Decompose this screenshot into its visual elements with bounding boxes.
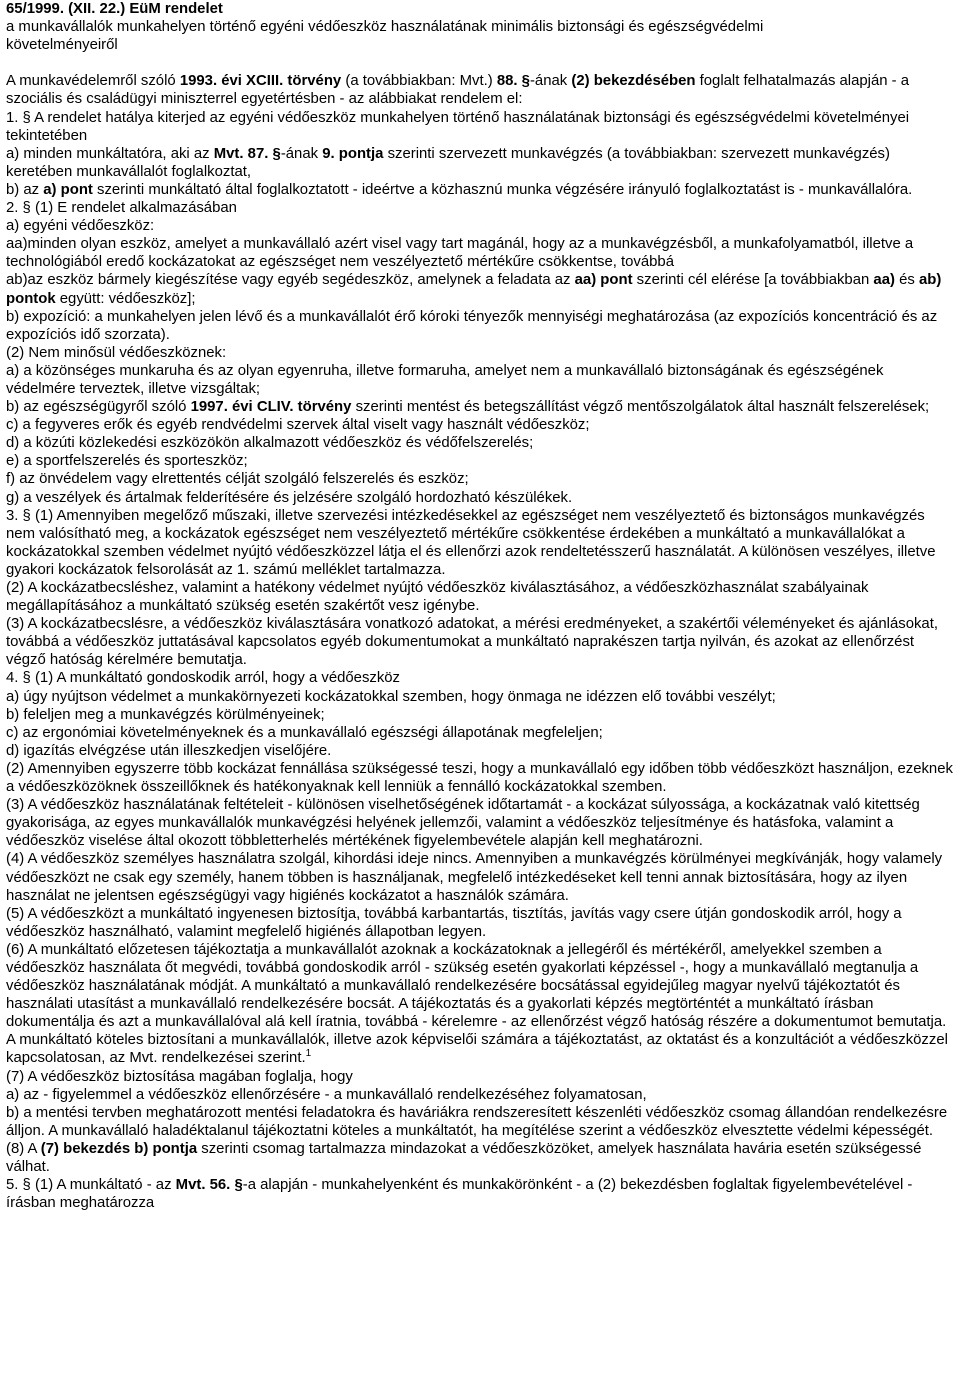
paragraph bbox=[6, 109, 954, 145]
text-run: foglalt felhatalmazás alapján - a szociális és családügyi miniszterrel egyetértésben - az alábbiakat rendelem el: bbox=[6, 73, 910, 108]
text-run: ab)az eszköz bármely kiegészítése vagy egyéb segédeszköz, amelynek a feladata az bbox=[6, 272, 575, 289]
bold-reference: 1993. évi XCIII. törvény bbox=[179, 73, 342, 90]
paragraph bbox=[6, 416, 954, 434]
text-run: aa)minden olyan eszköz, amelyet a munkavállaló azért visel vagy tart magánál, hogy az a munkavégzésből, a munkafolyamatból, illetve a technológiából eredő kockázatokat az egészséget nem veszélyeztető mértékűre csökkentse, továbbá bbox=[6, 236, 914, 271]
paragraph bbox=[6, 905, 954, 941]
text-run: b) expozíció: a munkahelyen jelen lévő és a munkavállalót érő kóroki tényezők mennyiségi meghatározása (az expozíciós koncentráció és az expozíciós idő szorzata). bbox=[6, 308, 938, 343]
text-run: 5. § (1) A munkáltató - az bbox=[6, 1177, 176, 1194]
paragraph bbox=[6, 181, 954, 199]
paragraph bbox=[6, 706, 954, 724]
paragraph bbox=[6, 579, 954, 615]
text-run: b) az bbox=[6, 181, 44, 198]
bold-reference: 1997. évi CLIV. törvény bbox=[190, 399, 352, 416]
paragraph bbox=[6, 344, 954, 362]
paragraph bbox=[6, 145, 954, 181]
text-run: (a továbbiakban: Mvt.) bbox=[341, 73, 497, 90]
paragraph bbox=[6, 1086, 954, 1104]
footnote-ref: 1 bbox=[305, 1048, 312, 1060]
paragraph bbox=[6, 850, 954, 904]
paragraph bbox=[6, 1140, 954, 1176]
paragraph bbox=[6, 235, 954, 271]
text-run: (2) Nem minősül védőeszköznek: bbox=[6, 344, 227, 361]
paragraph bbox=[6, 724, 954, 742]
text-run: (2) Amennyiben egyszerre több kockázat fennállása szükségessé teszi, hogy a munkavállaló egy időben több védőeszközt használjon, ezeknek a védőeszközöknek összeillőknek és hatékonyaknak kell lenniük a fennálló kockázatokkal szemben. bbox=[6, 760, 953, 796]
text-run: a) a közönséges munkaruha és az olyan egyenruha, illetve formaruha, amelyet nem a munkavállaló biztonságának és egészségének védelmére terveztek, illetve vizsgáltak; bbox=[6, 362, 884, 397]
bold-reference: Mvt. 56. bbox=[175, 1177, 235, 1194]
bold-reference: § bbox=[521, 73, 530, 90]
paragraph bbox=[6, 72, 954, 108]
text-run: f) az önvédelem vagy elrettentés célját szolgáló felszerelés és eszköz; bbox=[6, 471, 469, 488]
text-run: a) az - figyelemmel a védőeszköz ellenőrzésére - a munkavállaló rendelkezéséhez folyamatosan, bbox=[6, 1086, 647, 1103]
text-run: a) minden munkáltatóra, aki az bbox=[6, 145, 214, 162]
text-run: 2. § (1) E rendelet alkalmazásában bbox=[6, 200, 237, 217]
text-run: -a alapján - munkahelyenként és munkakörönként - a (2) bekezdésben foglaltak figyelembevételével - írásban meghatározza bbox=[6, 1177, 913, 1212]
paragraph bbox=[6, 308, 954, 344]
text-run: -ának bbox=[280, 145, 323, 162]
bold-reference: a) pont bbox=[43, 181, 93, 198]
paragraph bbox=[6, 1068, 954, 1086]
bold-reference: § bbox=[234, 1177, 243, 1194]
text-run: szerinti cél elérése [a továbbiakban bbox=[632, 272, 874, 289]
text-run: és bbox=[894, 272, 919, 289]
paragraph bbox=[6, 489, 954, 507]
text-run: c) az ergonómiai követelményeknek és a munkavállaló egészségi állapotának megfeleljen; bbox=[6, 724, 603, 741]
paragraph bbox=[6, 507, 954, 579]
text-run: a) egyéni védőeszköz: bbox=[6, 218, 155, 235]
text-run: d) a közúti közlekedési eszközökön alkalmazott védőeszköz és védőfelszerelés; bbox=[6, 435, 534, 452]
text-run: (8) A bbox=[6, 1140, 41, 1157]
bold-reference: (2) bekezdésében bbox=[571, 73, 696, 90]
document-body bbox=[6, 72, 954, 1212]
text-run: (3) A kockázatbecslésre, a védőeszköz kiválasztására vonatkozó adatokat, a mérési eredményeket, a szakértői véleményeket és ajánlásokat, továbbá a védőeszköz juttatásával kapcsolatos egyéb dokumentumokat a munkáltató naprakészen tartja nyilván, és azokat az ellenőrzést végző hatóság kérelmére bemutatja. bbox=[6, 616, 938, 669]
document-title: 65/1999. (XII. 22.) EüM rendelet bbox=[6, 1, 223, 17]
paragraph bbox=[6, 760, 954, 796]
bold-reference: ab) pontok bbox=[6, 272, 942, 307]
text-run: szerinti csomag tartalmazza mindazokat a védőeszközöket, amelyek használata havária esetén szükségessé válhat. bbox=[6, 1140, 922, 1175]
text-run: 3. § (1) Amennyiben megelőző műszaki, illetve szervezési intézkedésekkel az egészséget nem veszélyeztető és biztonságos munkavégzés nem valósítható meg, a kockázatok egészséget nem veszélyeztető mértékűre csökkentése érdekében a munkáltató a munkavállalókat a kockázatokkal szemben védelmet nyújtó védőeszközzel látja el és ellenőrzi azok rendeltetésszerű használatát. A különösen veszélyes, illetve gyakori kockázatok felsorolását az 1. számú melléklet tartalmazza. bbox=[6, 507, 936, 578]
text-run: A munkavédelemről szóló bbox=[6, 73, 180, 90]
text-run: b) az egészségügyről szóló bbox=[6, 399, 191, 416]
text-run: (4) A védőeszköz személyes használatra szolgál, kihordási ideje nincs. Amennyiben a munkavégzés körülményei megkívánják, hogy valamely védőeszközt ne csak egy személy, hanem többen is használjanak, megfelelő intézkedéseket kell tenni annak biztosítására, hogy az ilyen használat ne jelentsen egészségügyi vagy higiénés kockázatot a használók számára. bbox=[6, 851, 943, 904]
paragraph bbox=[6, 796, 954, 850]
text-run: (6) A munkáltató előzetesen tájékoztatja a munkavállalót azoknak a kockázatoknak a jellegéről és mértékéről, amelyekkel szemben a védőeszköz használata őt megvédi, továbbá gondoskodik arról - szükség esetén gyakorlati képzéssel -, hogy a munkavállaló megtanulja a védőeszköz használatának módját. A munkáltató a munkavállaló rendelkezésére bocsátással egyidejűleg magyar nyelvű tájékoztatót és használati utasítást a munkavállaló rendelkezésére bocsát. A tájékoztatás és a gyakorlati képzés megtörténtét a munkáltató írásban dokumentálja és azt a munkavállalóval alá kell íratnia, továbbá - kérelemre - az ellenőrzést végző hatóság részére a dokumentumot bemutatja. A munkáltató köteles biztosítani a munkavállalók, illetve azok képviselői számára a tájékoztatást, az oktatást és a konzultációt a védőeszközzel kapcsolatosan, az Mvt. rendelkezései szerint. bbox=[6, 941, 948, 1067]
document-subtitle: a munkavállalók munkahelyen történő egyéni védőeszköz használatának minimális biztonsági és egészségvédelmi bbox=[6, 19, 764, 36]
paragraph bbox=[6, 271, 954, 307]
paragraph bbox=[6, 199, 954, 217]
bold-reference: aa) pont bbox=[574, 272, 633, 289]
blank-line bbox=[6, 54, 954, 72]
text-run: g) a veszélyek és ártalmak felderítésére és jelzésére szolgáló hordozható készülékek. bbox=[6, 489, 573, 506]
text-run: 4. § (1) A munkáltató gondoskodik arról, hogy a védőeszköz bbox=[6, 670, 401, 687]
text-run: 1. § A rendelet hatálya kiterjed az egyéni védőeszköz munkahelyen történő használatának biztonsági és egészségvédelmi követelményei tekintetében bbox=[6, 109, 910, 144]
bold-reference: 88. bbox=[496, 73, 522, 90]
paragraph bbox=[6, 742, 954, 760]
text-run: b) feleljen meg a munkavégzés körülményeinek; bbox=[6, 706, 325, 723]
paragraph bbox=[6, 1176, 954, 1212]
text-run: együtt: védőeszköz]; bbox=[55, 290, 196, 307]
text-run: a) úgy nyújtson védelmet a munkakörnyezeti kockázatokkal szemben, hogy önmaga ne idézzen elő további veszélyt; bbox=[6, 688, 776, 705]
text-run: szerinti munkáltató által foglalkoztatott - ideértve a közhasznú munka végzésére irányuló foglalkoztatást is - munkavállalóra. bbox=[92, 181, 913, 198]
paragraph bbox=[6, 362, 954, 398]
text-run: e) a sportfelszerelés és sporteszköz; bbox=[6, 453, 248, 470]
text-run: d) igazítás elvégzése után illeszkedjen viselőjére. bbox=[6, 742, 332, 759]
paragraph bbox=[6, 217, 954, 235]
text-run: c) a fegyveres erők és egyéb rendvédelmi szervek által viselt vagy használt védőeszköz; bbox=[6, 417, 590, 434]
paragraph bbox=[6, 688, 954, 706]
paragraph bbox=[6, 398, 954, 416]
paragraph bbox=[6, 452, 954, 470]
text-run: b) a mentési tervben meghatározott mentési feladatokra és haváriákra rendszeresített készenléti védőeszköz csomag állandóan rendelkezésre álljon. A munkavállaló haladéktalanul tájékoztatni köteles a munkáltatót, ha megítélése szerint a védőeszköz elvesztette védelmi képességét. bbox=[6, 1104, 948, 1139]
text-run: -ának bbox=[529, 73, 572, 90]
document-subtitle-continued: követelményeiről bbox=[6, 37, 118, 54]
text-run: szerinti szervezett munkavégzés (a továbbiakban: szervezett munkavégzés) keretében munkavállalót foglalkoztat, bbox=[6, 145, 890, 180]
text-run: szerinti mentést és betegszállítást végző mentőszolgálatok által használt felszerelések; bbox=[351, 399, 930, 416]
paragraph bbox=[6, 1104, 954, 1140]
bold-reference: aa) bbox=[873, 272, 895, 289]
text-run: (2) A kockázatbecsléshez, valamint a hatékony védelmet nyújtó védőeszköz kiválasztásához, a védőeszközhasználat szabályainak megállapításához a munkáltató szükség esetén szakértőt vesz igénybe. bbox=[6, 580, 869, 615]
paragraph bbox=[6, 941, 954, 1068]
paragraph bbox=[6, 434, 954, 452]
text-run: (7) A védőeszköz biztosítása magában foglalja, hogy bbox=[6, 1068, 353, 1085]
paragraph bbox=[6, 470, 954, 488]
bold-reference: 9. pontja bbox=[322, 145, 384, 162]
bold-reference: Mvt. 87. bbox=[213, 145, 273, 162]
paragraph bbox=[6, 669, 954, 687]
text-run: (3) A védőeszköz használatának feltételeit - különösen viselhetőségének időtartamát - a kockázat súlyossága, a kockázatnak való kitettség gyakorisága, az egyes munkavállalók munkavégzési helyének jellemzői, valamint a védőeszköz teljesítménye és hatásfoka, valamint a védőeszköz viselése által okozott többletterhelés mértékének figyelembevétele alapján kell meghatározni. bbox=[6, 797, 920, 850]
text-run: (5) A védőeszközt a munkáltató ingyenesen biztosítja, továbbá karbantartás, tisztítás, javítás vagy csere útján gondoskodik arról, hogy a védőeszköz használható, valamint megfelelő higiénés állapotban legyen. bbox=[6, 905, 902, 940]
bold-reference: § bbox=[272, 145, 281, 162]
bold-reference: (7) bekezdés b) pontja bbox=[40, 1140, 198, 1157]
paragraph bbox=[6, 615, 954, 669]
